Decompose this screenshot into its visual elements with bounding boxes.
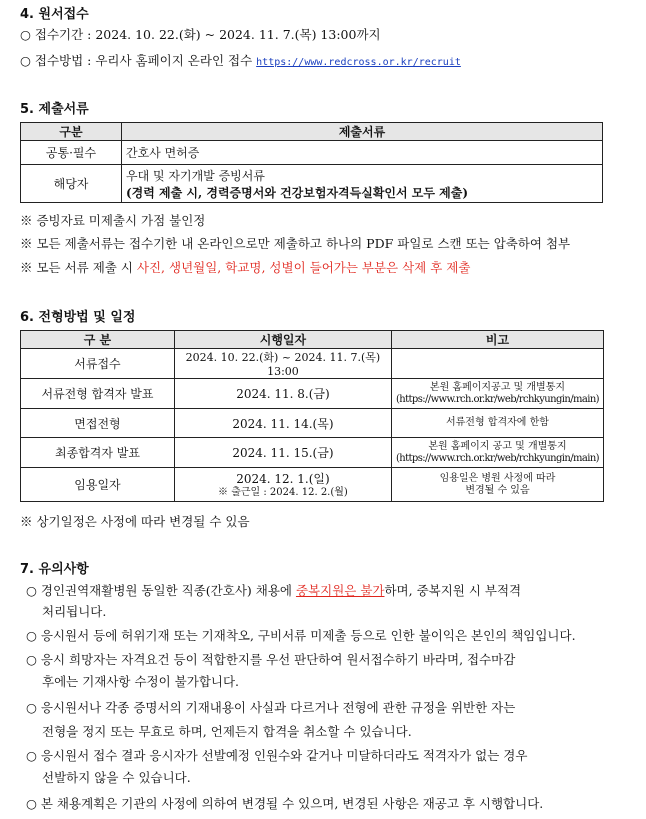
- section-4-heading: 4. 원서접수: [20, 7, 89, 22]
- application-period: ○ 접수기간 : 2024. 10. 22.(화) ~ 2024. 11. 7.(목) 13:00까지: [20, 27, 381, 42]
- documents-row-applicable-value: [122, 165, 603, 203]
- schedule-row-note: [391, 438, 603, 468]
- section-6-heading: 6. 전형방법 및 일정: [20, 310, 136, 325]
- recruit-url-link[interactable]: https://www.redcross.or.kr/recruit: [256, 57, 461, 68]
- schedule-col-category: 구 분: [21, 331, 175, 349]
- caution-duplicate-warning: 중복지원은 불가: [295, 583, 385, 598]
- schedule-note-line: 본원 홈페이지 공고 및 개별통지: [428, 440, 567, 452]
- schedule-row-note: [391, 349, 603, 379]
- caution-item-3-line2: 후에는 기재사항 수정이 불가합니다.: [42, 674, 240, 689]
- caution-item-5-line2: 선발하지 않을 수 있습니다.: [42, 770, 191, 785]
- schedule-row-note: [391, 468, 603, 502]
- application-method-label: ○ 접수방법 : 우리사 홈페이지 온라인 접수: [20, 53, 253, 68]
- documents-row-common-key: 공통·필수: [21, 141, 122, 165]
- documents-note-3-prefix: ※ 모든 서류 제출 시: [20, 260, 137, 275]
- schedule-row-date: 2024. 11. 15.(금): [174, 438, 391, 468]
- schedule-note-line: 본원 홈페이지공고 및 개별통지: [429, 381, 566, 393]
- schedule-row-date: 2024. 11. 8.(금): [174, 379, 391, 409]
- documents-note-2: ※ 모든 제출서류는 접수기한 내 온라인으로만 제출하고 하나의 PDF 파일로 스캔 또는 압축하여 첨부: [20, 236, 571, 251]
- schedule-row-date: [174, 468, 391, 502]
- schedule-row-category: 서류전형 합격자 발표: [21, 379, 175, 409]
- caution-item-1-text: ○ 경인권역재활병원 동일한 직종(간호사) 채용에: [26, 583, 296, 598]
- schedule-row: [21, 438, 604, 468]
- caution-item-6: ○ 본 채용계획은 기관의 사정에 의하여 변경될 수 있으며, 변경된 사항은 재공고 후 시행합니다.: [26, 796, 544, 811]
- schedule-row-category: 서류접수: [21, 349, 175, 379]
- schedule-col-date: 시행일자: [174, 331, 391, 349]
- section-5-heading: 5. 제출서류: [20, 102, 89, 117]
- schedule-row: [21, 379, 604, 409]
- documents-note-1: ※ 증빙자료 미제출시 가점 불인정: [20, 213, 206, 228]
- caution-item-3: ○ 응시 희망자는 자격요건 등이 적합한지를 우선 판단하여 원서접수하기 바라며, 접수마감: [26, 652, 516, 667]
- documents-row-applicable-line1: 우대 및 자기개발 증빙서류: [126, 168, 265, 183]
- documents-note-3-warning: 사진, 생년월일, 학교명, 성별이 들어가는 부분은 삭제 후 제출: [136, 260, 471, 275]
- caution-item-4: ○ 응시원서나 각종 증명서의 기재내용이 사실과 다르거나 전형에 관한 규정을 위반한 자는: [26, 700, 516, 715]
- caution-item-2: ○ 응시원서 등에 허위기재 또는 기재착오, 구비서류 미제출 등으로 인한 불이익은 본인의 책임입니다.: [26, 628, 576, 643]
- documents-row-applicable-key: 해당자: [21, 165, 122, 203]
- caution-item-5: ○ 응시원서 접수 결과 응시자가 선발예정 인원수와 같거나 미달하더라도 적격자가 없는 경우: [26, 748, 528, 763]
- application-method: [20, 51, 461, 69]
- schedule-note: ※ 상기일정은 사정에 따라 변경될 수 있음: [20, 514, 250, 529]
- documents-row-common-value: 간호사 면허증: [122, 141, 603, 165]
- schedule-row-category: 면접전형: [21, 409, 175, 438]
- schedule-note-url: (https://www.rch.or.kr/web/rchkyungin/main): [395, 452, 599, 464]
- schedule-row: [21, 468, 604, 502]
- schedule-row-date: 2024. 10. 22.(화) ~ 2024. 11. 7.(목) 13:00: [174, 349, 391, 379]
- schedule-row-category: 최종합격자 발표: [21, 438, 175, 468]
- schedule-date-line: 2024. 12. 1.(일): [236, 472, 330, 486]
- schedule-row-category: 임용일자: [21, 468, 175, 502]
- schedule-row: [21, 349, 604, 379]
- schedule-row-note: [391, 379, 603, 409]
- documents-note-3: [20, 258, 470, 276]
- schedule-row: [21, 409, 604, 438]
- section-7-heading: 7. 유의사항: [20, 562, 89, 577]
- schedule-table: [20, 330, 604, 502]
- schedule-row-date: 2024. 11. 14.(목): [174, 409, 391, 438]
- documents-col-category: 구분: [21, 123, 122, 141]
- caution-item-4-line2: 전형을 정지 또는 무효로 하며, 언제든지 합격을 취소할 수 있습니다.: [42, 724, 412, 739]
- documents-table: [20, 122, 603, 203]
- schedule-note-line: 임용일은 병원 사정에 따라: [439, 472, 556, 484]
- schedule-note-url: (https://www.rch.or.kr/web/rchkyungin/main): [395, 393, 599, 405]
- schedule-col-note: 비고: [391, 331, 603, 349]
- schedule-note-line: 변경될 수 있음: [465, 484, 530, 496]
- caution-item-1-text-cont: 하며, 중복지원 시 부적격: [384, 583, 522, 598]
- schedule-date-sub: ※ 출근일 : 2024. 12. 2.(월): [218, 487, 348, 498]
- documents-row-applicable-line2: (경력 제출 시, 경력증명서와 건강보험자격득실확인서 모두 제출): [126, 185, 468, 200]
- caution-item-1-line2: 처리됩니다.: [42, 604, 107, 619]
- schedule-row-note: 서류전형 합격자에 한함: [391, 409, 603, 438]
- caution-item-1: [26, 581, 521, 599]
- documents-col-docs: 제출서류: [122, 123, 603, 141]
